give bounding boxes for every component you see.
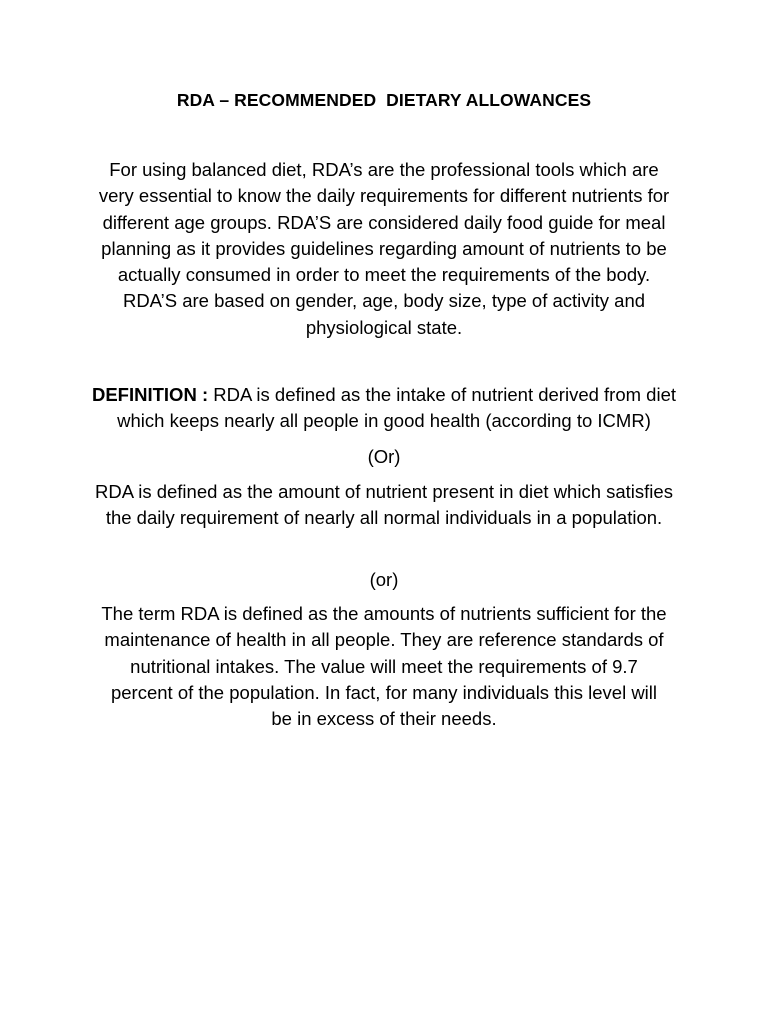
intro-paragraph: For using balanced diet, RDA’s are the professional tools which are very essential to know the daily requirements for different nutrients for different age groups. RDA’S are considered daily food guide for meal planning as it provides guidelines regarding amount of nutrients to be actually consumed in order to meet the requirements of the body. RDA’S are based on gender, age, body size, type of activity and physiological state.	[98, 159, 670, 338]
definition-text: RDA is defined as the intake of nutrient derived from diet which keeps nearly all people in good health (according to ICMR)	[117, 384, 677, 432]
definition-paragraph	[86, 382, 682, 435]
or-separator-1: (Or)	[367, 446, 401, 467]
document-title: RDA – RECOMMENDED DIETARY ALLOWANCES	[176, 90, 592, 110]
definition-2-paragraph: RDA is defined as the amount of nutrient present in diet which satisfies the daily requirement of nearly all normal individuals in a population.	[95, 481, 673, 529]
definition-3-paragraph: The term RDA is defined as the amounts of nutrients sufficient for the maintenance of health in all people. They are reference standards of nutritional intakes. The value will meet the requirements of 9.7 percent of the population. In fact, for many individuals this level will be in excess of their needs.	[101, 603, 667, 730]
definition-label: DEFINITION :	[91, 384, 209, 405]
or-separator-2: (or)	[369, 569, 399, 590]
